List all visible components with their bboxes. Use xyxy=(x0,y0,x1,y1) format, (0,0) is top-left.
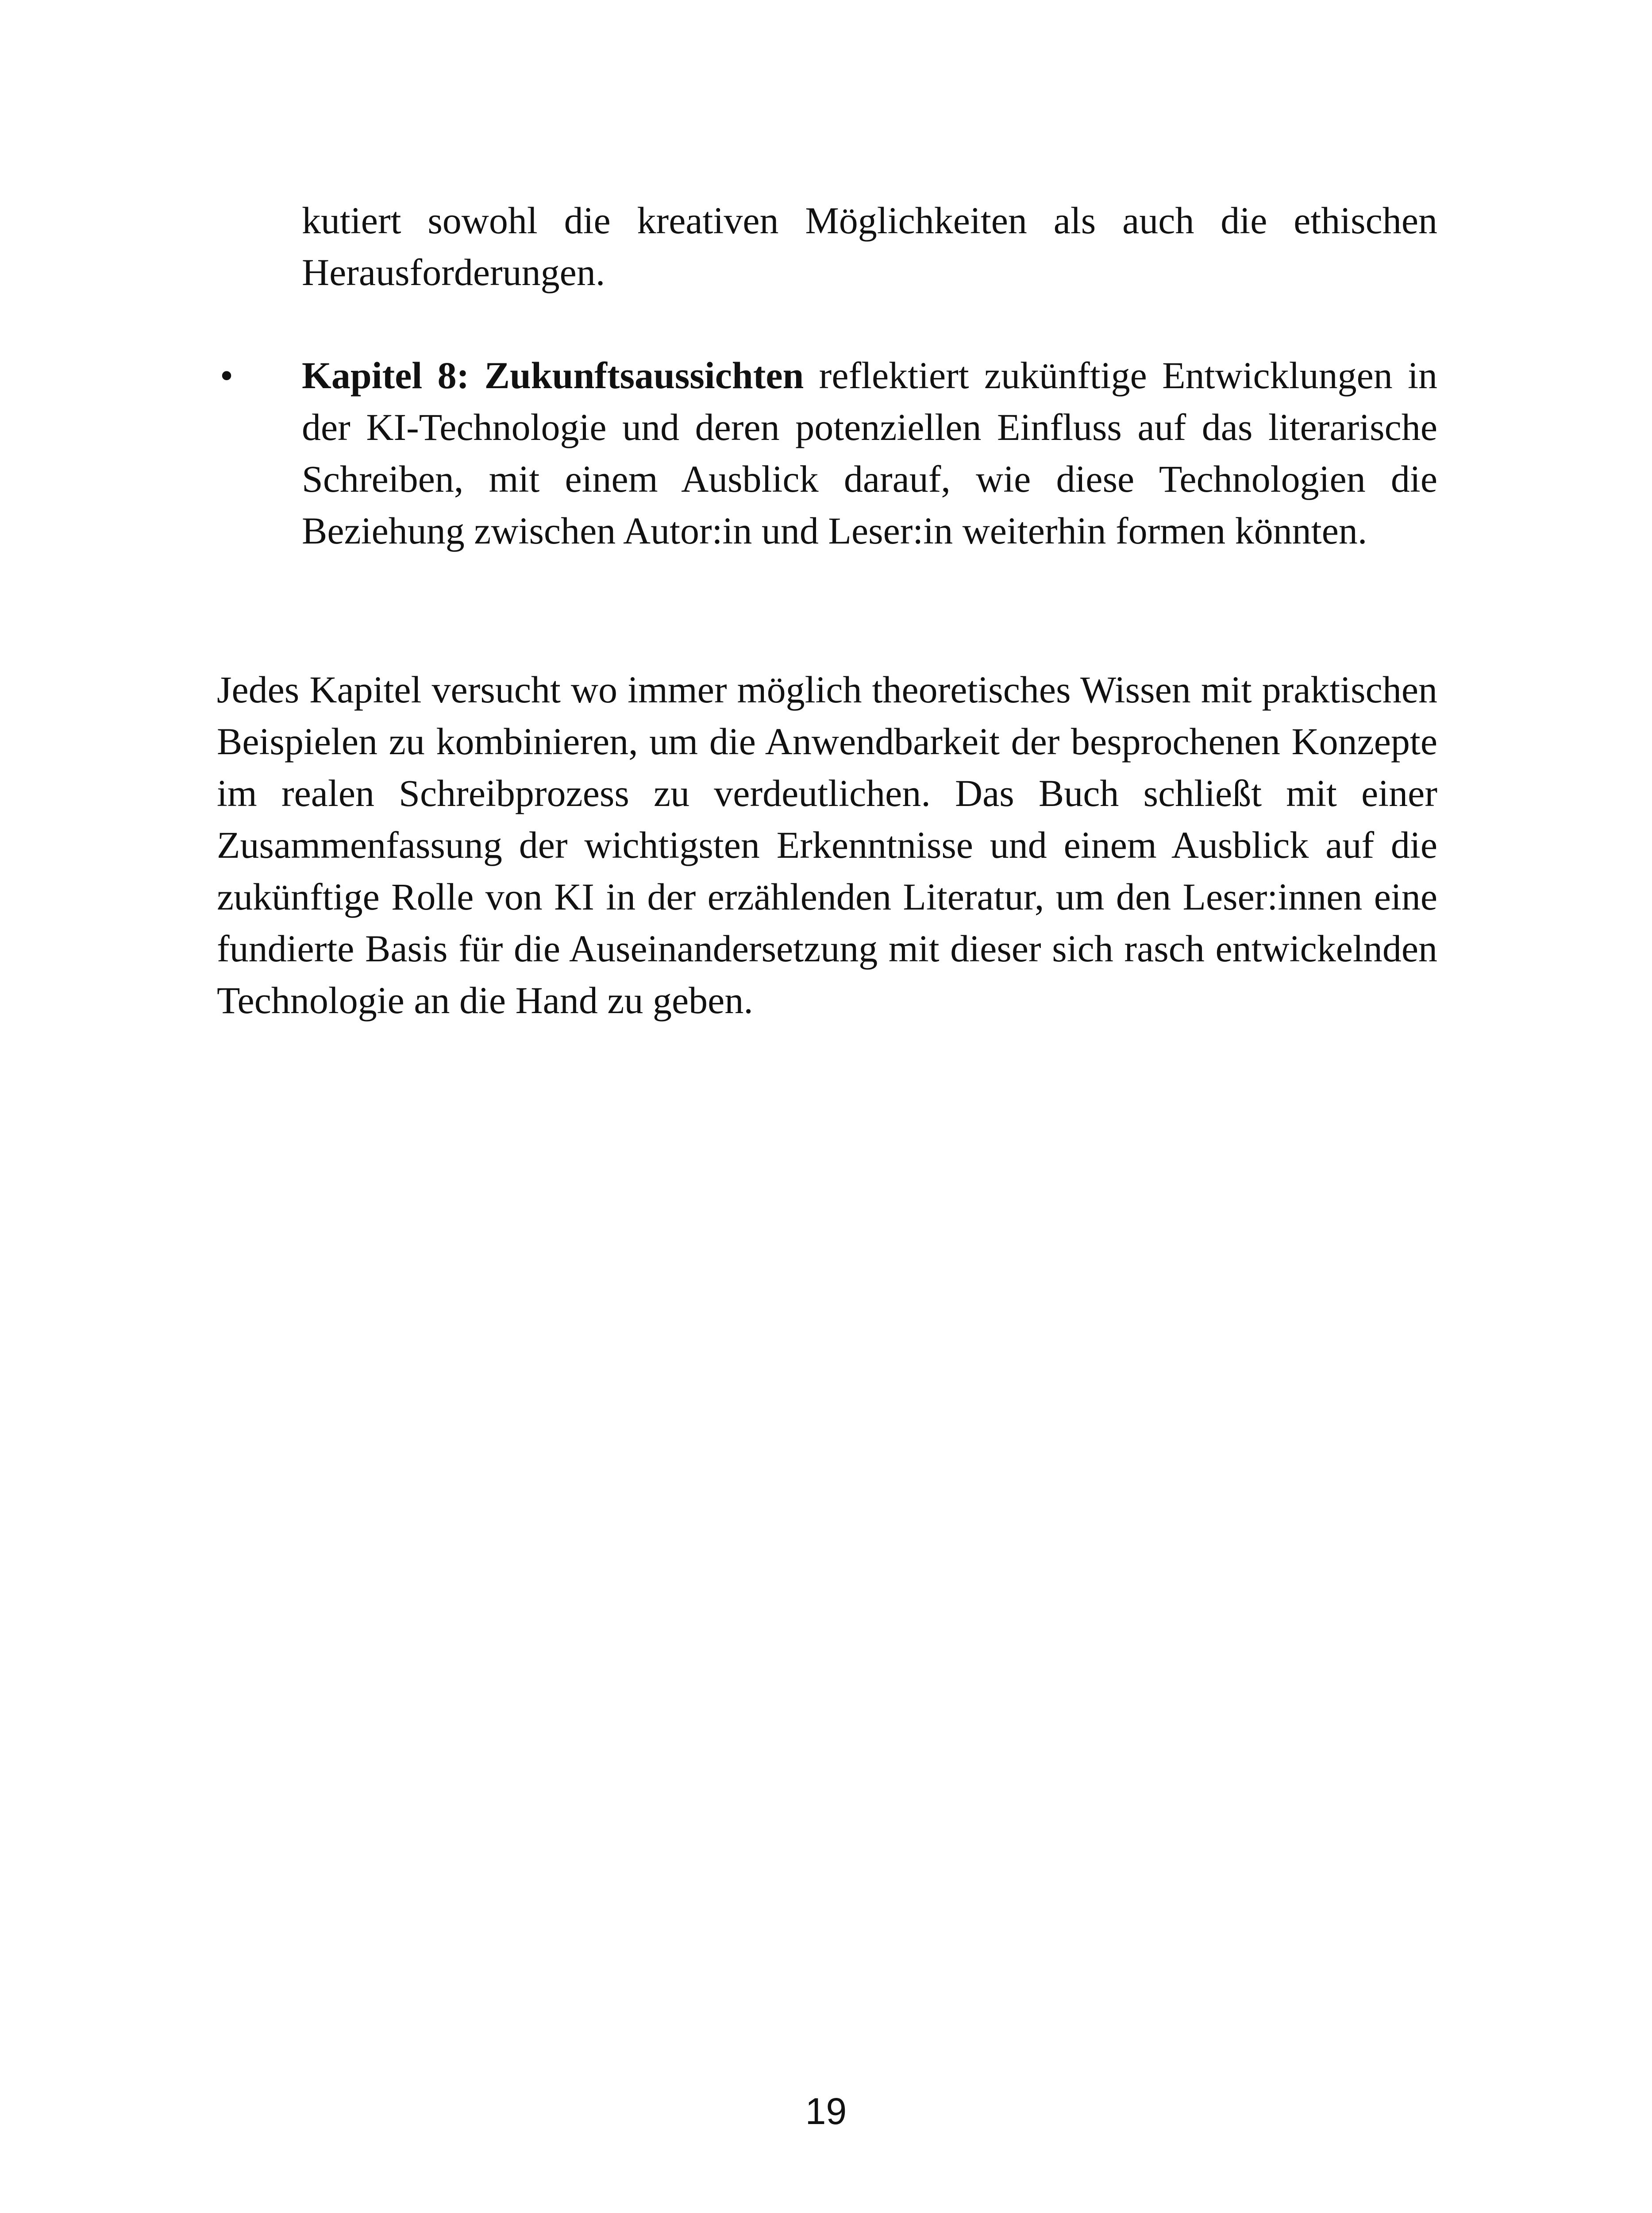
bullet-body: reflektiert zukünftige Entwicklungen in der KI-Technologie und deren potenziellen Einfluss auf das literarische Schreiben, mit einem Ausblick darauf, wie diese Technologien die Beziehung zwischen Autor:in und Leser:in weiterhin formen könnten. xyxy=(302,354,1437,552)
main-paragraph: Jedes Kapitel versucht wo immer möglich theoretisches Wissen mit praktischen Beispielen zu kombinieren, um die Anwendbarkeit der besprochenen Konzepte im realen Schreibprozess zu verdeutlichen. Das Buch schließt mit einer Zusammenfassung der wichtigsten Erkenntnisse und einem Ausblick auf die zukünftige Rolle von KI in der erzählenden Literatur, um den Leser:innen eine fundierte Basis für die Auseinandersetzung mit dieser sich rasch entwickelnden Technologie an die Hand zu geben. xyxy=(217,668,1437,1022)
bullet-marker: • xyxy=(219,354,234,397)
continuation-paragraph: kutiert sowohl die kreativen Möglichkeiten als auch die ethischen Herausforderungen. xyxy=(302,199,1437,293)
bullet-text xyxy=(302,350,1437,557)
page-number: 19 xyxy=(805,2090,847,2132)
bullet-title: Kapitel 8: Zukunftsaussichten xyxy=(302,354,804,397)
